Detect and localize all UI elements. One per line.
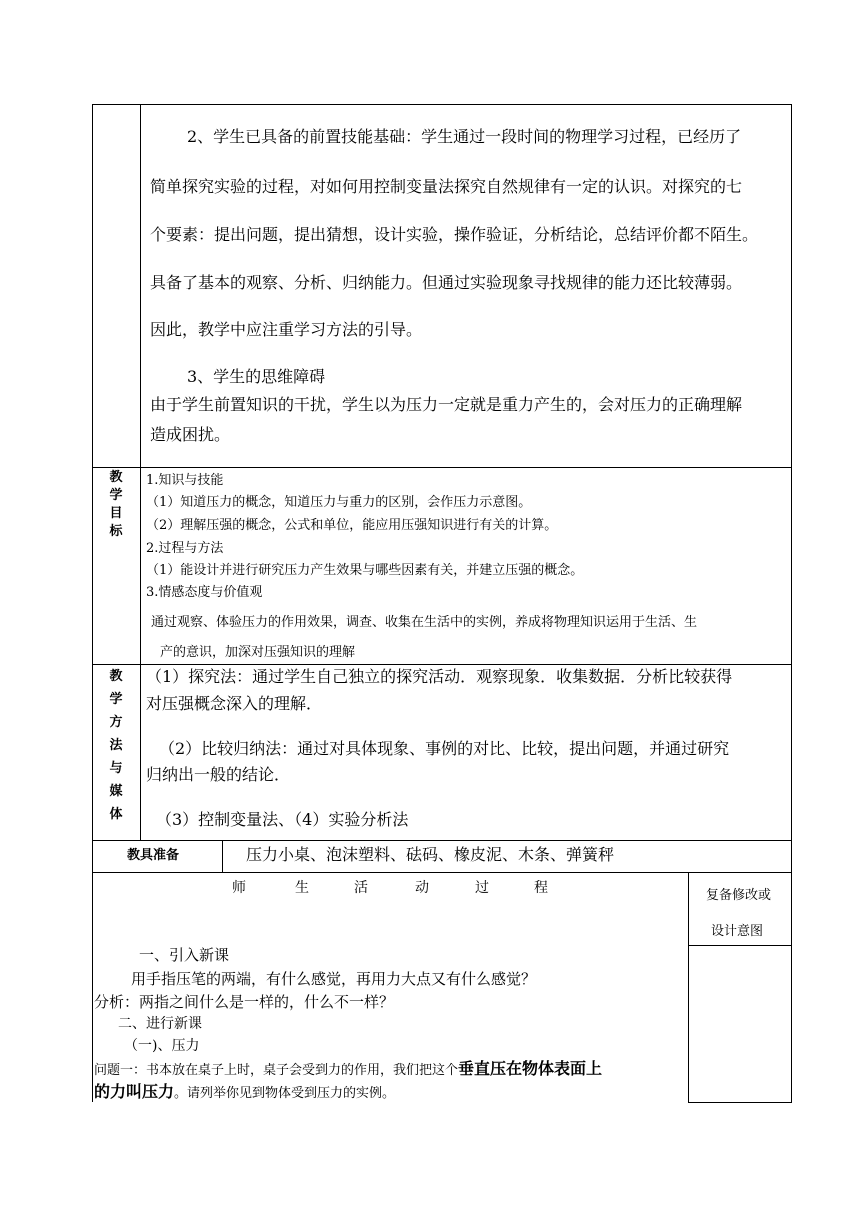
process-header-char: 动 [415, 880, 429, 896]
methods-m1-line1: （1）探究法：通过学生自己独立的探究活动．观察现象．收集数据．分析比较获得 [146, 667, 733, 686]
students-p3-line2: 造成困扰。 [150, 425, 231, 444]
goals-item-4-line1: 通过观察、体验压力的作用效果，调查、收集在生活中的实例，养成将物理知识运用于生活、生 [151, 615, 698, 630]
process-question-1-line2 [94, 1082, 395, 1102]
methods-label-char: 教 [109, 669, 123, 684]
process-intro-heading: 一、引入新课 [139, 946, 230, 964]
students-p2-line4: 具备了基本的观察、分析、归纳能力。但通过实验现象寻找规律的能力还比较薄弱。 [150, 273, 743, 292]
label-column-divider [140, 104, 141, 840]
methods-label [93, 670, 139, 831]
goals-label-char: 标 [109, 524, 123, 539]
process-side-header-line2: 设计意图 [711, 924, 764, 939]
tools-column-divider [222, 840, 223, 872]
methods-label-char: 方 [109, 715, 123, 730]
goals-heading-process: 2.过程与方法 [146, 541, 224, 556]
methods-label-char: 体 [109, 807, 123, 822]
methods-label-char: 与 [109, 761, 123, 776]
students-p2-line1: 2、学生已具备的前置技能基础：学生通过一段时间的物理学习过程，已经历了 [187, 127, 742, 146]
row-divider-tools [92, 840, 792, 841]
goals-heading-knowledge: 1.知识与技能 [146, 473, 224, 488]
goals-label [93, 471, 139, 543]
process-side-header-divider [688, 945, 792, 946]
table-border-right [791, 104, 792, 1102]
question-1-definition-part1: 垂直压在物体表面上 [458, 1059, 603, 1078]
tools-value: 压力小桌、泡沫塑料、砝码、橡皮泥、木条、弹簧秤 [246, 845, 615, 864]
goals-label-char: 目 [109, 506, 123, 521]
goals-item-4-line2: 产的意识，加深对压强知识的理解 [160, 645, 356, 660]
tools-label: 教具准备 [127, 848, 180, 863]
row-divider-process [92, 872, 792, 873]
process-intro-analysis: 分析：两指之间什么是一样的，什么不一样？ [94, 993, 395, 1011]
process-header-char: 过 [475, 880, 489, 896]
goals-label-char: 学 [109, 488, 123, 503]
goals-heading-attitude: 3.情感态度与价值观 [146, 585, 263, 600]
question-1-prefix: 问题一：书本放在桌子上时，桌子会受到力的作用，我们把这个 [94, 1063, 459, 1078]
process-new-lesson-heading: 二、进行新课 [118, 1016, 202, 1032]
table-border-bottom [688, 1102, 792, 1103]
table-border-top [92, 104, 792, 105]
goals-item-1: （1）知道压力的概念，知道压力与重力的区别，会作压力示意图。 [146, 495, 532, 510]
row-divider-goals [92, 467, 792, 468]
students-p2-line5: 因此，教学中应注重学习方法的引导。 [150, 320, 423, 339]
process-question-1-line1 [94, 1059, 602, 1079]
table-border-left [92, 104, 93, 1102]
methods-m1-line2: 对压强概念深入的理解． [146, 694, 323, 713]
process-pressure-heading: （一)、压力 [124, 1038, 200, 1054]
students-p2-line2: 简单探究实验的过程，对如何用控制变量法探究自然规律有一定的认识。对探究的七 [150, 177, 743, 196]
methods-m3: （3）控制变量法、（4）实验分析法 [156, 810, 409, 829]
process-header-char: 程 [534, 880, 548, 896]
methods-label-char: 媒 [109, 784, 123, 799]
row-divider-methods [92, 664, 792, 665]
process-intro-question: 用手指压笔的两端，有什么感觉，再用力大点又有什么感觉？ [131, 970, 537, 988]
process-header-char: 活 [354, 880, 368, 896]
process-header-char: 生 [295, 880, 309, 896]
methods-label-char: 法 [109, 738, 123, 753]
goals-item-2: （2）理解压强的概念，公式和单位，能应用压强知识进行有关的计算。 [146, 518, 558, 533]
question-1-definition-part2: 的力叫压力 [94, 1082, 175, 1101]
process-header-char: 师 [232, 880, 246, 896]
goals-item-3: （1）能设计并进行研究压力产生效果与哪些因素有关，并建立压强的概念。 [146, 563, 584, 578]
process-side-header-line1: 复备修改或 [706, 888, 772, 903]
students-p2-line3: 个要素：提出问题，提出猜想，设计实验，操作验证，分析结论，总结评价都不陌生。 [150, 225, 759, 244]
process-side-divider [688, 872, 689, 1102]
question-1-suffix: 。请列举你见到物体受到压力的实例。 [174, 1086, 396, 1101]
students-p3-line1: 由于学生前置知识的干扰，学生以为压力一定就是重力产生的，会对压力的正确理解 [150, 395, 743, 414]
methods-m2-line2: 归纳出一般的结论． [146, 765, 291, 784]
goals-label-char: 教 [109, 470, 123, 485]
methods-label-char: 学 [109, 692, 123, 707]
students-p3-title: 3、学生的思维障碍 [187, 367, 326, 386]
methods-m2-line1: （2）比较归纳法：通过对具体现象、事例的对比、比较，提出问题，并通过研究 [159, 739, 730, 758]
